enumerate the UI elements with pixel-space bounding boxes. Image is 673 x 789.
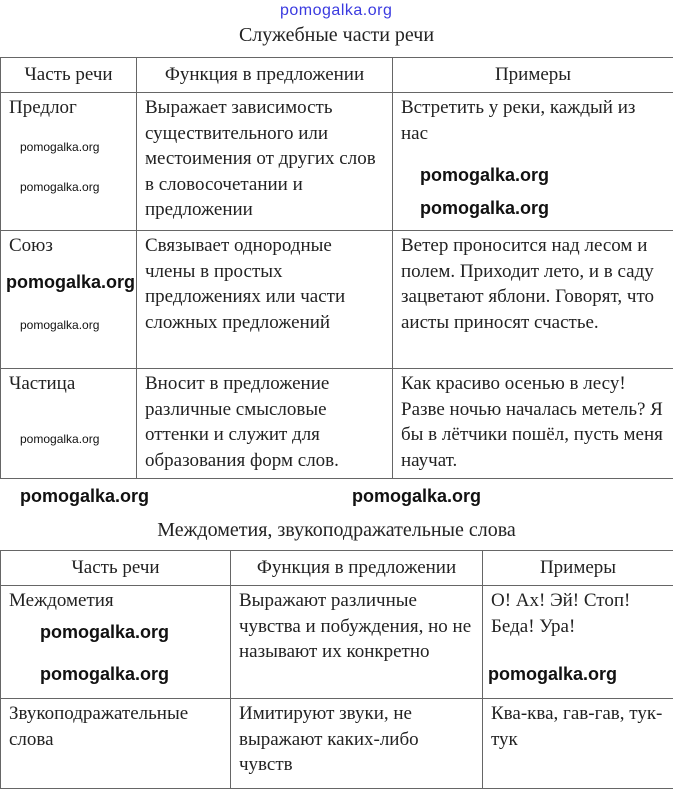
watermark: pomogalka.org <box>20 432 99 446</box>
watermark: pomogalka.org <box>420 165 549 185</box>
table-row <box>1 231 673 369</box>
watermark: pomogalka.org <box>352 486 481 506</box>
watermark: pomogalka.org <box>20 486 149 506</box>
table-header-row <box>1 551 673 586</box>
table-row <box>1 369 673 479</box>
cell-part: Звукоподражательные слова <box>1 699 231 789</box>
cell-examples: О! Ах! Эй! Стоп! Беда! Ура! <box>483 586 673 699</box>
table-header-row <box>1 58 673 93</box>
cell-function: Выражает зависимость существительного или местоимения от других слов в словосочетании и предложении <box>137 93 393 231</box>
cell-examples: Встретить у реки, каждый из нас <box>393 93 673 231</box>
watermark: pomogalka.org <box>20 180 99 194</box>
cell-function: Связывает однородные члены в простых предложениях или части сложных предложений <box>137 231 393 369</box>
column-header: Часть речи <box>1 58 137 93</box>
table-row <box>1 93 673 231</box>
cell-function: Имитируют звуки, не выражают каких-либо чувств <box>231 699 483 789</box>
watermark: pomogalka.org <box>488 664 617 684</box>
cell-part: Союз <box>1 231 137 369</box>
watermark: pomogalka.org <box>20 318 99 332</box>
cell-function: Выражают различные чувства и побуждения, но не называют их конкретно <box>231 586 483 699</box>
cell-examples: Как красиво осенью в лесу! Разве ночью началась метель? Я бы в лётчики пошёл, пусть меня научат. <box>393 369 673 479</box>
cell-examples: Ква-ква, гав-гав, тук-тук <box>483 699 673 789</box>
cell-part: Междометия <box>1 586 231 699</box>
column-header: Функция в предложении <box>137 58 393 93</box>
column-header: Часть речи <box>1 551 231 586</box>
function-words-table <box>0 57 673 479</box>
watermark: pomogalka.org <box>420 198 549 218</box>
cell-part: Частица <box>1 369 137 479</box>
watermark: pomogalka.org <box>280 2 392 20</box>
cell-part: Предлог <box>1 93 137 231</box>
table1-title: Служебные части речи <box>0 23 673 47</box>
watermark: pomogalka.org <box>6 272 135 292</box>
table-row <box>1 699 673 789</box>
watermark: pomogalka.org <box>20 140 99 154</box>
column-header: Примеры <box>483 551 673 586</box>
cell-examples: Ветер проносится над лесом и полем. Приходит лето, и в саду зацветают яблони. Говорят, что аисты приносят счастье. <box>393 231 673 369</box>
cell-function: Вносит в предложение различные смысловые оттенки и служит для образования форм слов. <box>137 369 393 479</box>
column-header: Примеры <box>393 58 673 93</box>
watermark: pomogalka.org <box>40 622 169 642</box>
column-header: Функция в предложении <box>231 551 483 586</box>
watermark: pomogalka.org <box>40 664 169 684</box>
table2-title: Междометия, звукоподражательные слова <box>0 518 673 542</box>
